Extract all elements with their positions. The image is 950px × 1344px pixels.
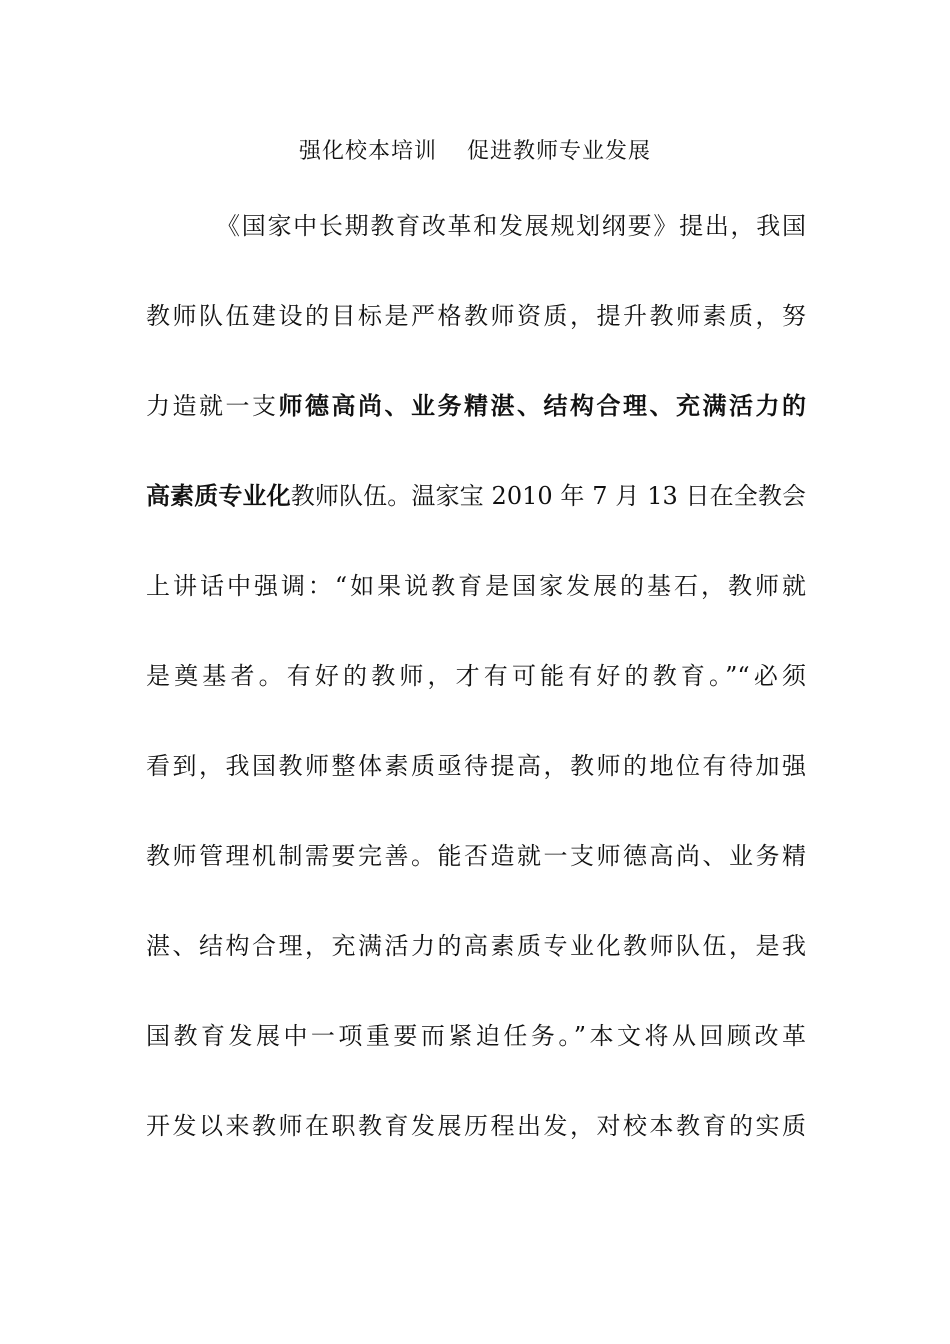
- line-1-text: 《国家中长期教育改革和发展规划纲要》提出，我国: [216, 212, 806, 240]
- line-10-text: 国教育发展中一项重要而紧迫任务。”本文将从回顾改革: [146, 1022, 806, 1050]
- paragraph-line-3: [146, 386, 806, 426]
- paragraph-line-4: [146, 476, 806, 516]
- line-4-text: 教师队伍。温家宝 2010 年 7 月 13 日在全教会: [290, 482, 807, 510]
- paragraph-line-1: [216, 206, 806, 246]
- line-9-text: 湛、结构合理，充满活力的高素质专业化教师队伍，是我: [146, 932, 806, 960]
- line-11-text: 开发以来教师在职教育发展历程出发，对校本教育的实质: [146, 1112, 806, 1140]
- line-3-bold-text: 师德高尚、业务精湛、结构合理、充满活力的: [278, 391, 806, 420]
- paragraph-line-10: [146, 1016, 806, 1056]
- paragraph-line-7: [146, 746, 806, 786]
- paragraph-line-9: [146, 926, 806, 966]
- paragraph-line-2: [146, 296, 806, 336]
- paragraph-line-5: [146, 566, 806, 606]
- line-2-text: 教师队伍建设的目标是严格教师资质，提升教师素质，努: [146, 302, 806, 330]
- line-5-text: 上讲话中强调：“如果说教育是国家发展的基石，教师就: [146, 572, 806, 600]
- document-title: [0, 132, 950, 172]
- title-part-2: 促进教师专业发展: [467, 139, 652, 164]
- line-6-text: 是奠基者。有好的教师，才有可能有好的教育。”“必须: [146, 662, 806, 690]
- line-8-text: 教师管理机制需要完善。能否造就一支师德高尚、业务精: [146, 842, 806, 870]
- line-4-bold-text: 高素质专业化: [146, 481, 291, 510]
- paragraph-line-8: [146, 836, 806, 876]
- title-part-1: 强化校本培训: [298, 139, 437, 164]
- line-3-text: 力造就一支: [146, 392, 279, 420]
- paragraph-line-11: [146, 1106, 806, 1146]
- paragraph-line-6: [146, 656, 806, 696]
- line-7-text: 看到，我国教师整体素质亟待提高，教师的地位有待加强: [146, 752, 806, 780]
